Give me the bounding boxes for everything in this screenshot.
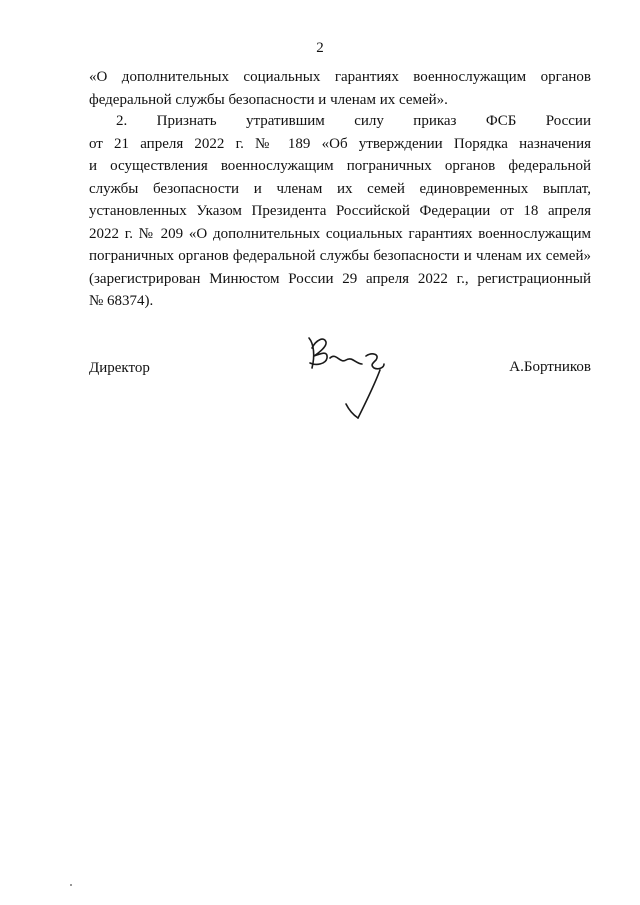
scan-speck xyxy=(70,884,72,886)
paragraph-continuation xyxy=(89,66,591,111)
text-line: № 68374). xyxy=(89,293,154,309)
text-line: федеральной службы безопасности и членам их семей». xyxy=(89,91,448,108)
text-line: от 21 апреля 2022 г. № 189 «Об утверждении Порядка назначения xyxy=(89,135,591,152)
page-number: 2 xyxy=(316,40,324,56)
signatory-position: Директор xyxy=(89,360,150,376)
text-line: 2. Признать утратившим силу приказ ФСБ России xyxy=(116,113,591,129)
signatory-name: А.Бортников xyxy=(509,359,591,375)
text-line: «О дополнительных социальных гарантиях военнослужащим органов xyxy=(89,69,591,85)
handwritten-signature xyxy=(300,330,395,425)
text-line: (зарегистрирован Минюстом России 29 апреля 2022 г., регистрационный xyxy=(89,270,591,287)
text-line: службы безопасности и членам их семей единовременных выплат, xyxy=(89,180,591,197)
text-line: установленных Указом Президента Российской Федерации от 18 апреля xyxy=(89,203,591,219)
text-line: 2022 г. № 209 «О дополнительных социальных гарантиях военнослужащим xyxy=(89,225,591,242)
text-line: и осуществления военнослужащим пограничных органов федеральной xyxy=(89,158,591,174)
text-line: пограничных органов федеральной службы безопасности и членам их семей» xyxy=(89,248,591,264)
paragraph-item-2 xyxy=(89,110,591,313)
